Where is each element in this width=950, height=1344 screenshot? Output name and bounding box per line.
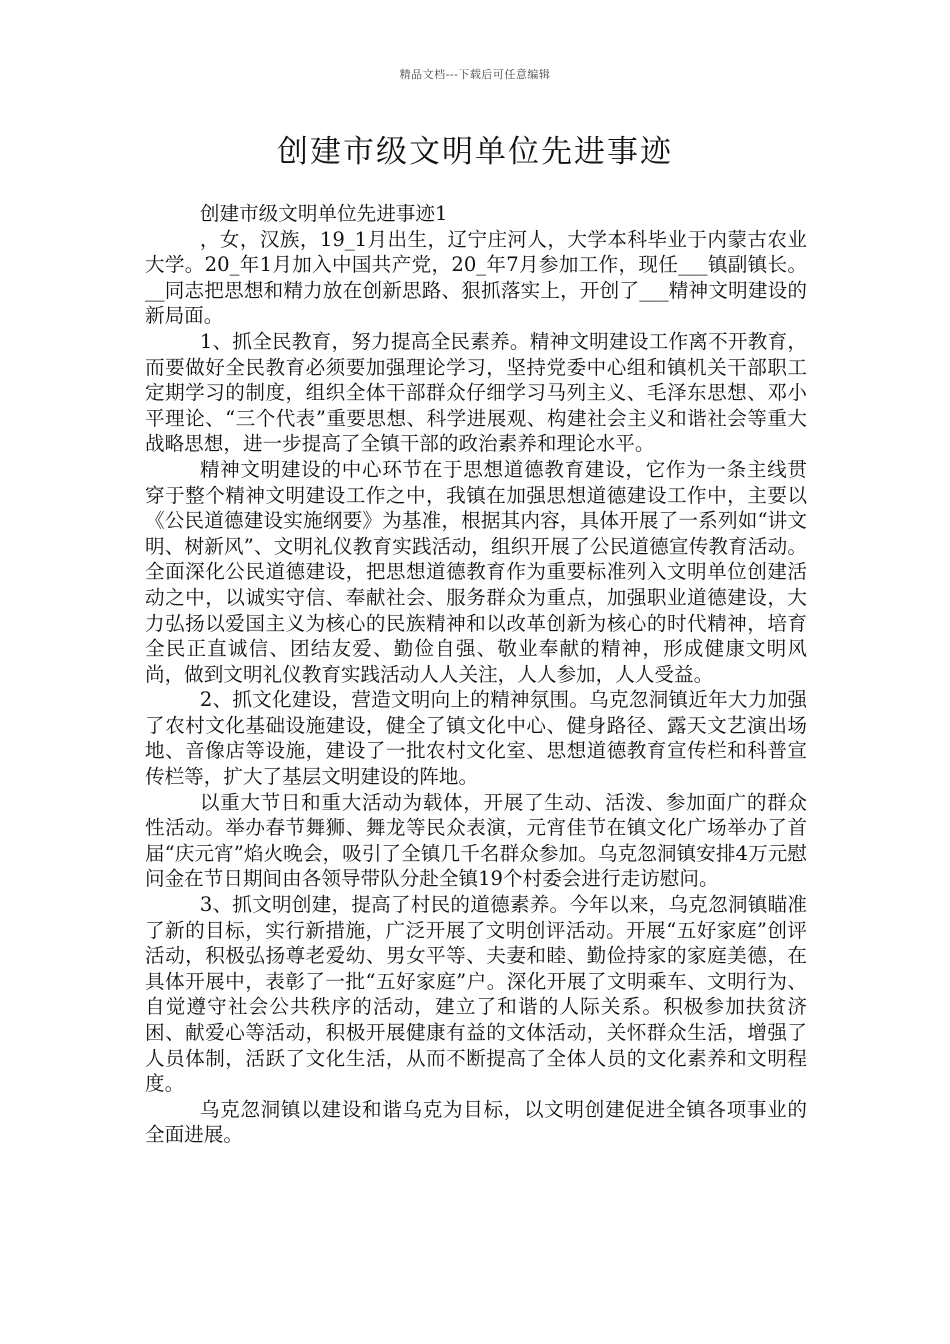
section-heading: 创建市级文明单位先进事迹1 bbox=[199, 202, 448, 225]
paragraph-moral-education: 精神文明建设的中心环节在于思想道德教育建设，它作为一条主线贯穿于整个精神文明建设工作之中，我镇在加强思想道德建设工作中，主要以《公民道德建设实施纲要》为基准，根据其内容，具体开展了一系列如“讲文明、树新风”、文明礼仪教育实践活动，组织开展了公民道德宣传教育活动。全面深化公民道德建设，把思想道德教育作为重要标准列入文明单位创建活动之中，以诚实守信、奉献社会、服务群众为重点，加强职业道德建设，大力弘扬以爱国主义为核心的民族精神和以改革创新为核心的时代精神，培育全民正直诚信、团结友爱、勤俭自强、敬业奉献的精神，形成健康文明风尚，做到文明礼仪教育实践活动人人关注，人人参加，人人受益。 bbox=[145, 457, 807, 686]
document-title: 创建市级文明单位先进事迹 bbox=[277, 134, 673, 170]
paragraph-profile: ，女，汉族，19_1月出生，辽宁庄河人，大学本科毕业于内蒙古农业大学。20_年1月加入中国共产党，20_年7月参加工作，现任___镇副镇长。__同志把思想和精力放在创新思路、狠抓落实上，开创了___精神文明建设的新局面。 bbox=[145, 227, 807, 328]
paragraph-conclusion: 乌克忽洞镇以建设和谐乌克为目标，以文明创建促进全镇各项事业的全面进展。 bbox=[145, 1097, 807, 1147]
paragraph-culture: 2、抓文化建设，营造文明向上的精神氛围。乌克忽洞镇近年大力加强了农村文化基础设施建设，健全了镇文化中心、健身路径、露天文艺演出场地、音像店等设施，建设了一批农村文化室、思想道德教育宣传栏和科普宣传栏等，扩大了基层文明建设的阵地。 bbox=[145, 688, 807, 789]
paragraph-civilization: 3、抓文明创建，提高了村民的道德素养。今年以来，乌克忽洞镇瞄准了新的目标，实行新措施，广泛开展了文明创评活动。开展“五好家庭”创评活动，积极弘扬尊老爱幼、男女平等、夫妻和睦、勤俭持家的家庭美德，在具体开展中，表彰了一批“五好家庭”户。深化开展了文明乘车、文明行为、自觉遵守社会公共秩序的活动，建立了和谐的人际关系。积极参加扶贫济困、献爱心等活动，积极开展健康有益的文体活动，关怀群众生活，增强了人员体制，活跃了文化生活，从而不断提高了全体人员的文化素养和文明程度。 bbox=[145, 893, 807, 1096]
document-body bbox=[145, 201, 807, 1148]
header-note: 精品文档---下载后可任意编辑 bbox=[399, 68, 551, 81]
paragraph-education: 1、抓全民教育，努力提高全民素养。精神文明建设工作离不开教育，而要做好全民教育必须要加强理论学习，坚持党委中心组和镇机关干部职工定期学习的制度，组织全体干部群众仔细学习马列主义、毛泽东思想、邓小平理论、“三个代表”重要思想、科学进展观、构建社会主义和谐社会等重大战略思想，进一步提高了全镇干部的政治素养和理论水平。 bbox=[145, 329, 807, 456]
paragraph-activities: 以重大节日和重大活动为载体，开展了生动、活泼、参加面广的群众性活动。举办春节舞狮、舞龙等民众表演，元宵佳节在镇文化广场举办了首届“庆元宵”焰火晚会，吸引了全镇几千名群众参加。乌克忽洞镇安排4万元慰问金在节日期间由各领导带队分赴全镇19个村委会进行走访慰问。 bbox=[145, 790, 807, 891]
